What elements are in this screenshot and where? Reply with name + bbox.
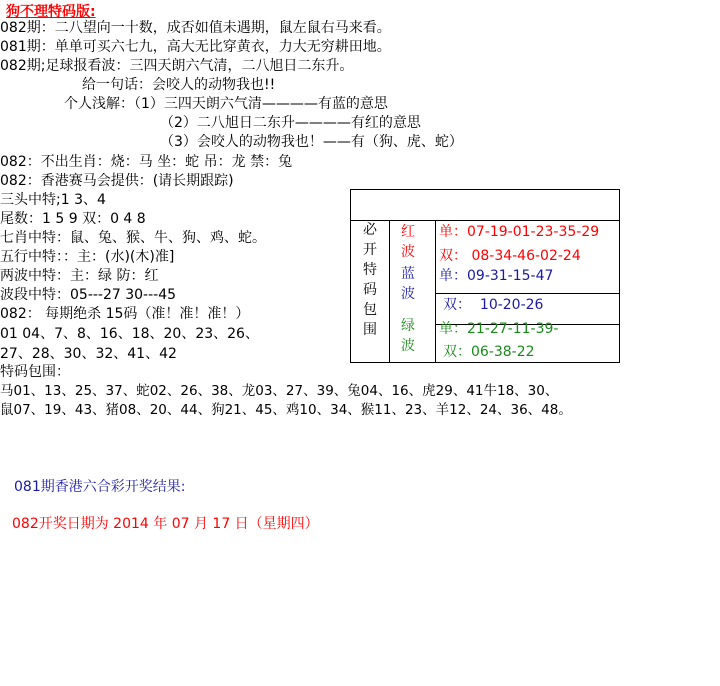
- blue-single-row: [439, 265, 553, 285]
- draw-date-line: 082开奖日期为 2014 年 07 月 17 日（星期四）: [12, 516, 319, 532]
- blue-single-nums: 09-31-15-47: [467, 268, 554, 284]
- line-three-heads: 三头中特;1 3、4: [0, 192, 106, 208]
- wave-red-text: 红波: [401, 224, 415, 260]
- draw-result-line: 081期香港六合彩开奖结果:: [14, 479, 186, 495]
- line-wave-band: 波段中特：05---27 30---45: [0, 287, 177, 303]
- red-single-label: 单：: [439, 224, 467, 240]
- red-double-row: [439, 245, 581, 265]
- line-082-football: 082期;足球报看波：三四天朗六气清，二八旭日二东升。: [0, 58, 354, 74]
- blue-double-label: 双：: [443, 297, 471, 313]
- line-special-surround: 特码包围：: [0, 364, 70, 380]
- page-title: 狗不理特码版:: [6, 4, 96, 20]
- red-double-nums: 08-34-46-02-24: [471, 248, 581, 264]
- table-col-title-text: 必开特码包围: [363, 222, 377, 338]
- green-single-nums: 21-27-11-39-: [467, 321, 559, 337]
- line-explain-1: 个人浅解：（1）三四天朗六气清————有蓝的意思: [64, 96, 388, 112]
- line-five-elements: 五行中特：：主：(水)(木)准]: [0, 249, 175, 265]
- line-explain-2: （2）二八旭日二东升————有红的意思: [160, 115, 421, 131]
- wave-table: [350, 189, 620, 363]
- wave-blue-label: [396, 264, 420, 304]
- wave-green-label: [396, 316, 420, 356]
- line-zodiac-numbers-2: 鼠07、19、43、猪08、20、44、狗21、45、鸡10、34、猴11、23、羊12、24、36、48。: [0, 402, 572, 418]
- line-not-zodiac: 082：不出生肖：烧：马 坐：蛇 吊：龙 禁：兔: [0, 154, 293, 170]
- green-double-nums: 06-38-22: [471, 344, 535, 360]
- line-tail-digits: 尾数：1 5 9 双：0 4 8: [0, 211, 146, 227]
- green-single-row: [439, 318, 558, 338]
- line-seven-zodiac: 七肖中特：鼠、兔、猴、牛、狗、鸡、蛇。: [0, 230, 266, 246]
- line-kill-numbers-2: 27、28、30、32、41、42: [0, 346, 177, 362]
- line-one-sentence: 给一句话：会咬人的动物我也!!: [82, 77, 276, 93]
- blue-double-nums: 10-20-26: [479, 297, 544, 313]
- line-zodiac-numbers-1: 马01、13、25、37、蛇02、26、38、龙03、27、39、兔04、16、虎29、41牛18、30、: [0, 383, 559, 399]
- line-082-riddle: 082期：二八望向一十数，成否如值未遇期，鼠左鼠右马来看。: [0, 20, 391, 36]
- wave-blue-text: 蓝波: [401, 266, 415, 302]
- line-explain-3: （3）会咬人的动物我也！——有（狗、虎、蛇）: [160, 134, 463, 150]
- line-kill-15: 082： 每期绝杀 15码（准！准！准！）: [0, 306, 250, 322]
- line-kill-numbers-1: 01 04、7、8、16、18、20、23、26、: [0, 326, 259, 342]
- red-single-nums: 07-19-01-23-35-29: [467, 224, 600, 240]
- blue-double-row: [443, 294, 543, 314]
- green-double-row: [443, 341, 535, 361]
- wave-green-text: 绿波: [401, 318, 415, 354]
- line-081-riddle: 081期：单单可买六七九，高大无比穿黄衣，力大无穷耕田地。: [0, 39, 391, 55]
- green-double-label: 双：: [443, 344, 471, 360]
- blue-single-label: 单：: [439, 268, 467, 284]
- table-col-title: [358, 220, 382, 340]
- green-single-label: 单：: [439, 321, 467, 337]
- line-two-waves: 两波中特：主：绿 防：红: [0, 268, 159, 284]
- red-double-label: 双：: [439, 248, 467, 264]
- wave-red-label: [396, 222, 420, 262]
- red-single-row: [439, 221, 599, 241]
- line-jockey-club: 082：香港赛马会提供：(请长期跟踪): [0, 173, 234, 189]
